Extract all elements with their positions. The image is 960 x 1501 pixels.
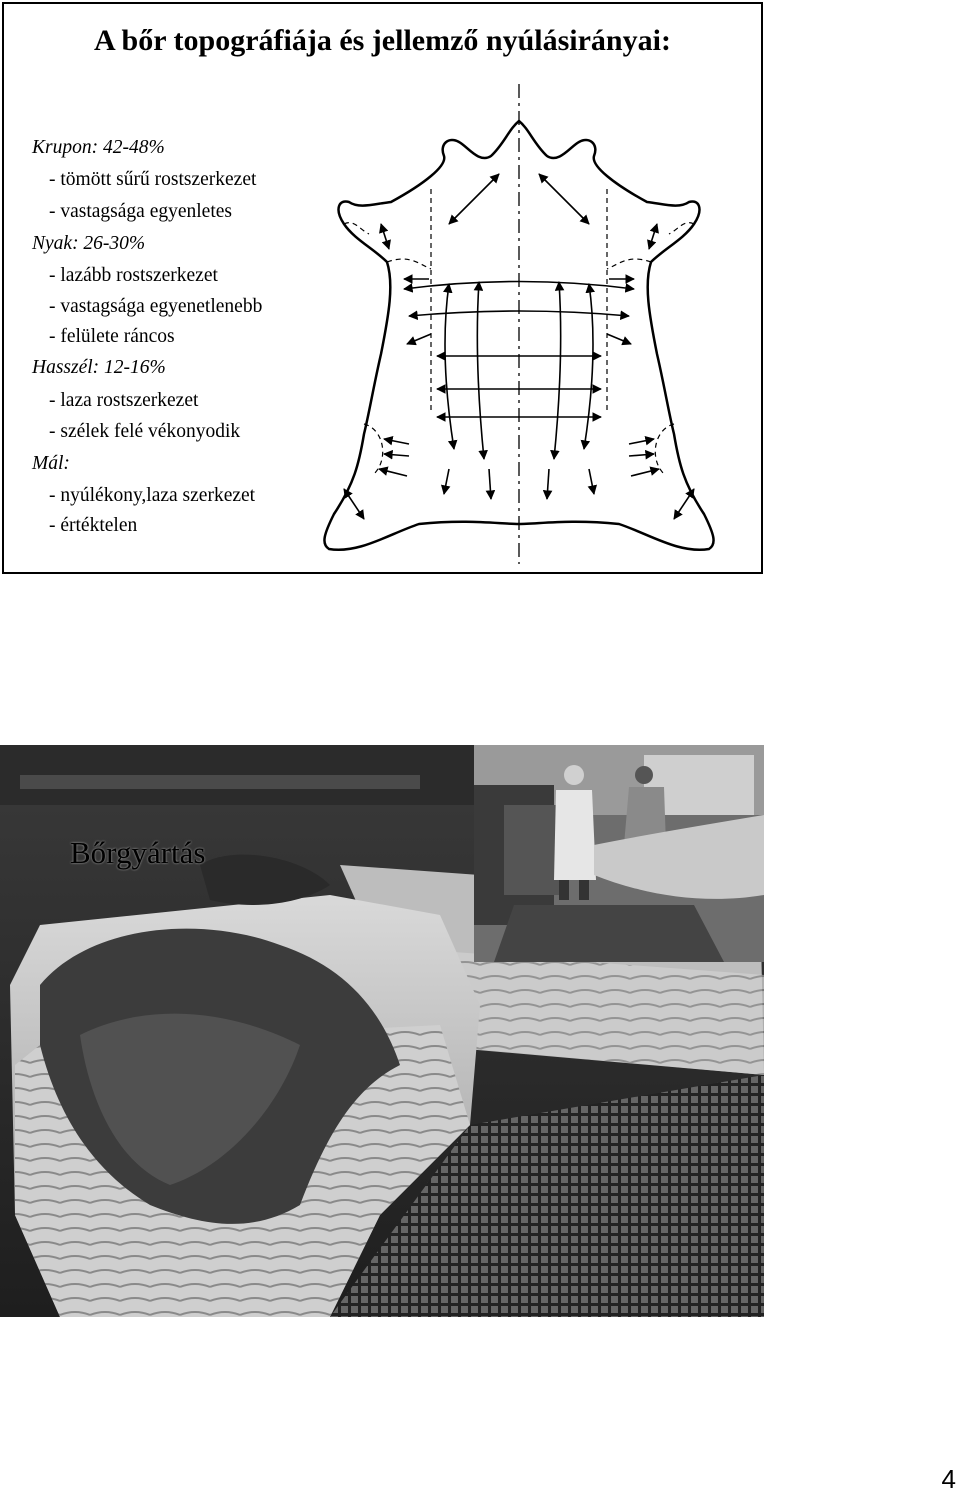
mal-heading: Mál: — [32, 453, 70, 474]
krupon-item: - vastagsága egyenletes — [49, 201, 233, 222]
slide-title: A bőr topográfiája és jellemző nyúlásirányai: — [94, 24, 671, 57]
slide-title: Bőrgyártás — [70, 835, 206, 870]
nyak-item: - felülete ráncos — [49, 326, 175, 347]
hasszel-heading: Hasszél: 12-16% — [32, 357, 166, 378]
hasszel-item: - szélek felé vékonyodik — [49, 421, 241, 442]
hasszel-item: - laza rostszerkezet — [49, 390, 199, 411]
krupon-heading: Krupon: 42-48% — [32, 137, 165, 158]
nyak-item: - lazább rostszerkezet — [49, 265, 218, 286]
page-number: 4 — [941, 1464, 956, 1494]
mal-item: - nyúlékony,laza szerkezet — [49, 485, 256, 506]
krupon-item: - tömött sűrű rostszerkezet — [49, 169, 257, 190]
nyak-heading: Nyak: 26-30% — [32, 233, 146, 254]
hide-topography-diagram — [319, 84, 724, 564]
slide-leather-production — [0, 745, 764, 1317]
mal-item: - értéktelen — [49, 515, 138, 536]
slide-topography — [2, 2, 763, 574]
tannery-workers-photo — [474, 745, 764, 962]
nyak-item: - vastagsága egyenetlenebb — [49, 296, 263, 317]
